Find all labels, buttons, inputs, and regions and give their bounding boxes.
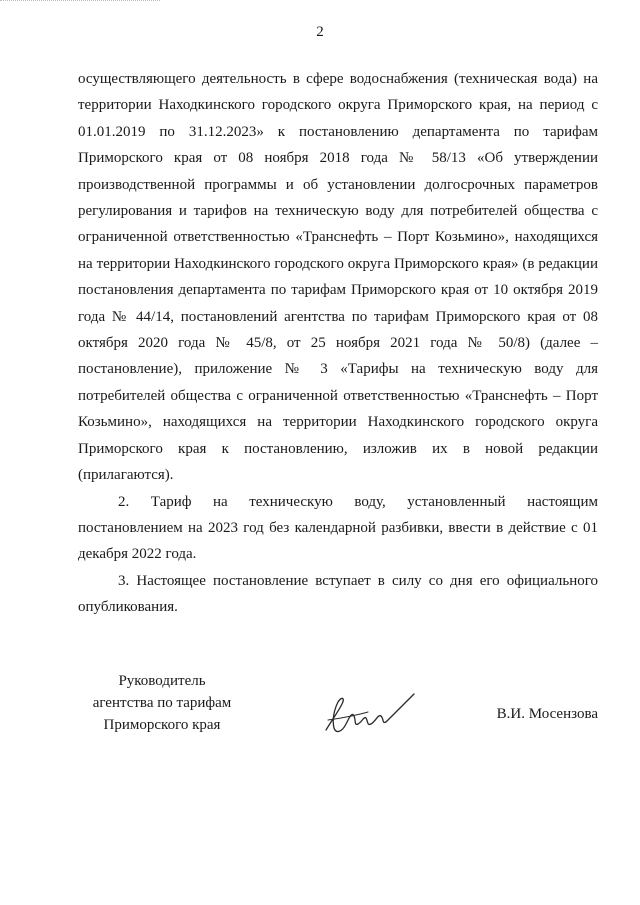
signer-title-line-1: Руководитель: [118, 673, 206, 689]
handwritten-signature-icon: [318, 690, 418, 738]
paragraph-2: 2. Тариф на техническую воду, установленный настоящим постановлением на 2023 год без календарной разбивки, ввести в действие с 01 декабря 2022 года.: [78, 493, 598, 563]
scan-edge-mark: [0, 0, 160, 3]
paragraph-3: 3. Настоящее постановление вступает в силу со дня его официального опубликования.: [78, 572, 598, 616]
signer-title: [82, 670, 242, 736]
paragraph-1-continuation: осуществляющего деятельность в сфере водоснабжения (техническая вода) на территории Находкинского городского округа Приморского края, на период с 01.01.2019 по 31.12.2023» к постановлению департамента по тарифам Приморского края от 08 ноября 2018 года № 58/13 «Об утверждении производственной программы и об установлении долгосрочных параметров регулирования и тарифов на техническую воду для потребителей общества с ограниченной ответственностью «Транснефть – Порт Козьмино», находящихся на территории Находкинского городского округа Приморского края» (в редакции постановления департамента по тарифам Приморского края от 10 октября 2019 года № 44/14, постановлений агентства по тарифам Приморского края от 08 октября 2020 года № 45/8, от 25 ноября 2021 года № 50/8) (далее – постановление), приложение № 3 «Тарифы на техническую воду для потребителей общества с ограниченной ответственностью «Транснефть – Порт Козьмино», находящихся на территории Находкинского городского округа Приморского края к постановлению, изложив их в новой редакции (прилагаются).: [78, 71, 598, 484]
document-body: [78, 66, 598, 621]
signature-block: [0, 670, 640, 750]
signer-name: В.И. Мосензова: [496, 706, 598, 722]
signer-title-line-3: Приморского края: [103, 717, 221, 733]
page-number: 2: [316, 24, 324, 40]
signer-title-line-2: агентства по тарифам: [92, 695, 232, 711]
